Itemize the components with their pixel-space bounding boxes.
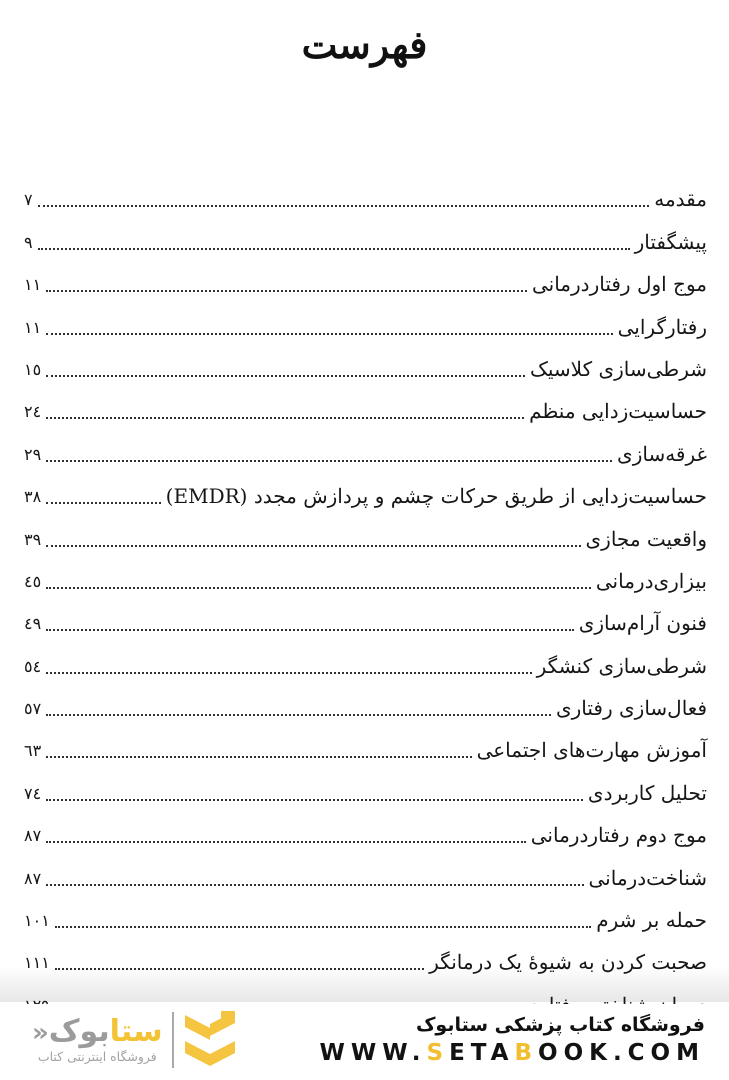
dotted-leader [46, 884, 583, 886]
toc-row [24, 467, 707, 509]
logo-wordmark-yellow: ستا [109, 1014, 163, 1050]
toc-page-number: ١٠١ [24, 911, 50, 931]
dotted-leader [46, 502, 160, 504]
toc-entry-title: حساسیت‌زدایی منظم [529, 399, 707, 424]
site-url [320, 1040, 706, 1066]
setabook-logo [32, 1009, 237, 1071]
dotted-leader [46, 714, 551, 716]
toc-row [24, 679, 707, 721]
toc-page-number: ٥٧ [24, 699, 42, 719]
dotted-leader [55, 926, 591, 928]
toc-entry-title: موج اول رفتاردرمانی [531, 272, 707, 297]
store-name: فروشگاه کتاب پزشکی ستابوک [415, 1014, 705, 1036]
dotted-leader [46, 587, 591, 589]
logo-wordmark-gray: بوک [48, 1014, 110, 1050]
toc-page-number: ٢٩ [24, 444, 42, 464]
dotted-leader [46, 290, 527, 292]
toc-page-number: ٦٣ [24, 741, 42, 761]
toc-page-number: ٩ [24, 232, 33, 252]
toc-entry-title: تحلیل کاربردی [587, 780, 707, 805]
dotted-leader [46, 333, 612, 335]
toc-page-number: ١٥ [24, 359, 42, 379]
toc-row [24, 721, 707, 763]
dotted-leader [46, 756, 471, 758]
url-part: OOK.COM [538, 1040, 705, 1066]
toc-entry-title: غرقه‌سازی [617, 441, 707, 466]
page-title: فهرست [301, 22, 428, 67]
toc-page-number: ٤٩ [24, 614, 42, 634]
toc-row [24, 297, 707, 339]
url-part: WWW. [319, 1040, 427, 1066]
toc-row [24, 806, 707, 848]
toc-row [24, 848, 707, 890]
toc-page-number: ٢٤ [24, 402, 42, 422]
toc-row [24, 763, 707, 805]
toc-row [24, 594, 707, 636]
toc-row [24, 212, 707, 254]
dotted-leader [46, 545, 580, 547]
toc-row [24, 891, 707, 933]
dotted-leader [46, 417, 524, 419]
dotted-leader [38, 248, 630, 250]
toc-page-number: ٨٧ [24, 826, 42, 846]
toc-entry-title: شرطی‌سازی کلاسیک [529, 356, 707, 381]
chevron-emblem-icon [183, 1009, 237, 1071]
toc-row [24, 170, 707, 212]
dotted-leader [46, 629, 574, 631]
toc-row [24, 509, 707, 551]
toc-page-number: ٥٤ [24, 656, 42, 676]
toc-page-number: ٧٤ [24, 783, 42, 803]
toc-entry-title: حساسیت‌زدایی از طریق حرکات چشم و پردازش مجدد (EMDR) [165, 484, 707, 509]
dotted-leader [38, 205, 650, 207]
dotted-leader [55, 968, 424, 970]
logo-wordmark [32, 1016, 163, 1048]
toc-row [24, 424, 707, 466]
toc-page-number: ١١ [24, 275, 42, 295]
toc-entry-title: واقعیت مجازی [585, 526, 707, 551]
toc-row [24, 382, 707, 424]
toc-entry-title: رفتارگرایی [617, 314, 707, 339]
toc-entry-title: صحبت کردن به شیوهٔ یک درمانگر [429, 950, 707, 975]
toc-page-number: ١١ [24, 317, 42, 337]
dotted-leader [46, 460, 612, 462]
logo-wordmark-block [32, 1016, 163, 1064]
toc-entry-title: مقدمه [654, 187, 707, 212]
dotted-leader [46, 375, 525, 377]
dotted-leader [46, 799, 583, 801]
toc-entry-title: موج دوم رفتاردرمانی [530, 823, 707, 848]
table-of-contents [24, 170, 707, 1018]
logo-divider [172, 1012, 174, 1068]
toc-entry-title: فعال‌سازی رفتاری [555, 696, 707, 721]
dotted-leader [46, 841, 526, 843]
toc-page-number: ٤٥ [24, 571, 42, 591]
toc-page-number: ٨٧ [24, 868, 42, 888]
toc-entry-title: بیزاری‌درمانی [595, 568, 707, 593]
toc-row [24, 636, 707, 678]
url-accent-s: S [426, 1040, 450, 1066]
toc-page-number: ١١١ [24, 953, 50, 973]
url-part: ETA [449, 1040, 515, 1066]
footer [0, 1004, 729, 1080]
toc-entry-title: فنون آرام‌سازی [578, 611, 707, 636]
logo-tagline: فروشگاه اینترنتی کتاب [37, 1048, 157, 1064]
toc-entry-title: شناخت‌درمانی [588, 865, 707, 890]
toc-row [24, 552, 707, 594]
toc-page-number: ٧ [24, 190, 33, 210]
logo-chevron-glyph: « [32, 1018, 49, 1049]
toc-entry-title: حمله بر شرم [596, 908, 707, 933]
url-accent-b: B [514, 1040, 539, 1066]
toc-row [24, 255, 707, 297]
footer-text-block [320, 1014, 706, 1066]
toc-page-number: ٣٨ [24, 487, 42, 507]
toc-entry-title: شرطی‌سازی کنشگر [536, 653, 707, 678]
toc-entry-title: پیشگفتار [634, 229, 707, 254]
toc-row [24, 933, 707, 975]
toc-entry-title: آموزش مهارت‌های اجتماعی [476, 738, 707, 763]
dotted-leader [46, 672, 531, 674]
toc-row [24, 340, 707, 382]
toc-page-number: ٣٩ [24, 529, 42, 549]
